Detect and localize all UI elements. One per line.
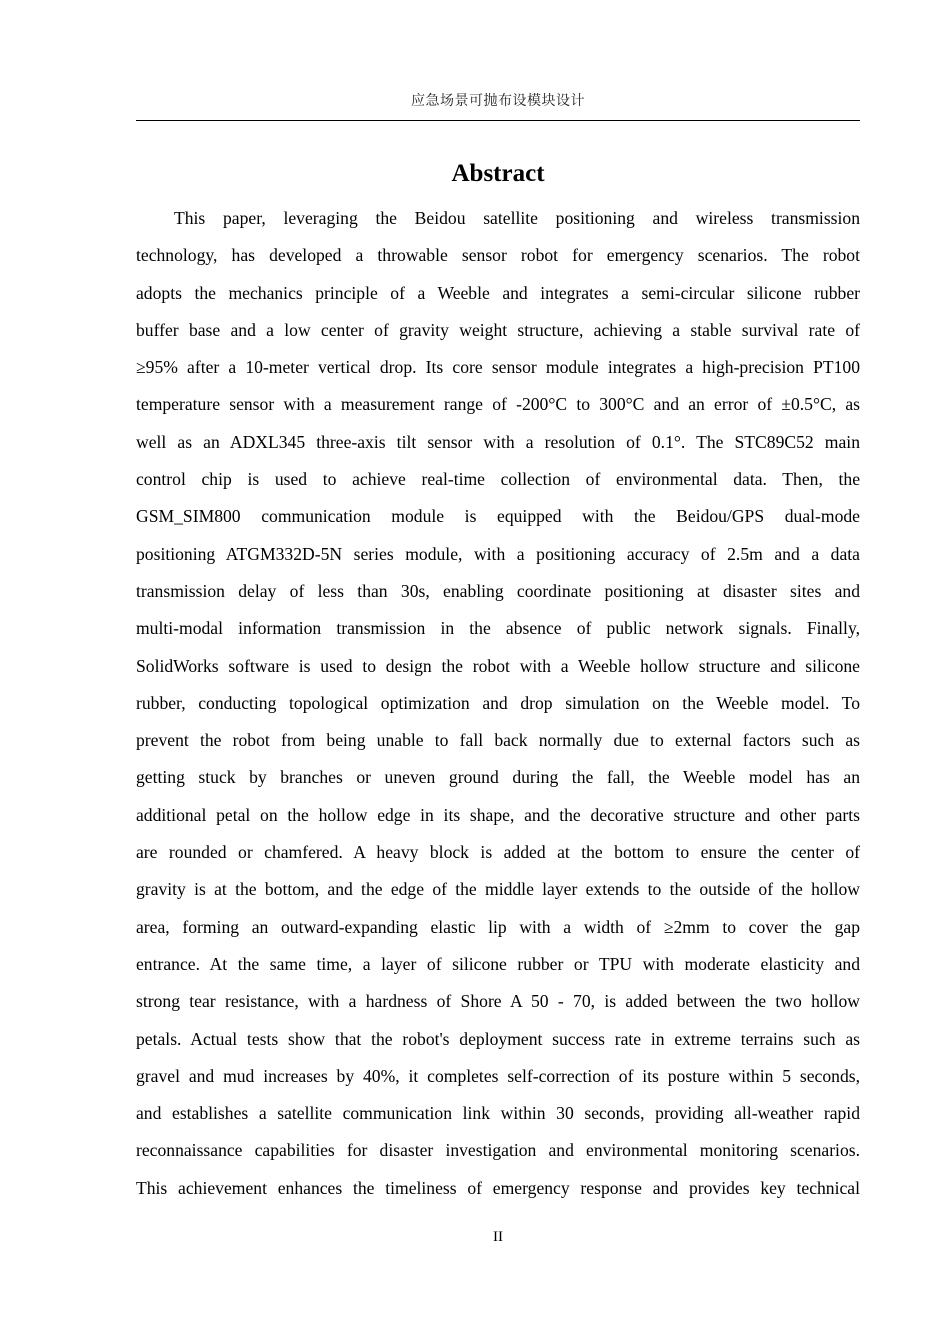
abstract-line: This paper, leveraging the Beidou satellite positioning and wireless transmission	[174, 208, 860, 228]
abstract-line: adopts the mechanics principle of a Weeble and integrates a semi-circular silicone rubber	[136, 282, 860, 303]
abstract-line: prevent the robot from being unable to fall back normally due to external factors such as	[136, 730, 860, 751]
abstract-line: gravity is at the bottom, and the edge of the middle layer extends to the outside of the hollow	[136, 879, 860, 900]
abstract-line: buffer base and a low center of gravity weight structure, achieving a stable survival rate of	[136, 319, 860, 340]
abstract-line: control chip is used to achieve real-time collection of environmental data. Then, the	[136, 469, 860, 490]
abstract-line: multi-modal information transmission in the absence of public network signals. Finally,	[136, 618, 860, 639]
abstract-line: This achievement enhances the timeliness of emergency response and provides key technical	[136, 1177, 860, 1198]
abstract-line: entrance. At the same time, a layer of silicone rubber or TPU with moderate elasticity and	[136, 953, 860, 974]
page-number: II	[493, 1229, 503, 1245]
running-header: 应急场景可抛布设模块设计	[411, 93, 585, 109]
abstract-line: rubber, conducting topological optimization and drop simulation on the Weeble model. To	[136, 692, 860, 713]
abstract-body	[136, 202, 860, 1209]
abstract-line: reconnaissance capabilities for disaster investigation and environmental monitoring scenarios.	[136, 1140, 860, 1161]
abstract-line: and establishes a satellite communication link within 30 seconds, providing all-weather rapid	[136, 1103, 860, 1124]
abstract-line: ≥95% after a 10-meter vertical drop. Its core sensor module integrates a high-precision PT100	[136, 357, 860, 378]
abstract-line: GSM_SIM800 communication module is equipped with the Beidou/GPS dual-mode	[136, 506, 860, 527]
abstract-line: SolidWorks software is used to design the robot with a Weeble hollow structure and silicone	[136, 655, 860, 676]
abstract-title: Abstract	[451, 160, 545, 187]
abstract-line: well as an ADXL345 three-axis tilt sensor with a resolution of 0.1°. The STC89C52 main	[136, 431, 860, 452]
header-rule	[136, 120, 860, 121]
abstract-line: strong tear resistance, with a hardness of Shore A 50 - 70, is added between the two hollow	[136, 991, 860, 1012]
abstract-line: getting stuck by branches or uneven ground during the fall, the Weeble model has an	[136, 767, 860, 788]
abstract-line: gravel and mud increases by 40%, it completes self-correction of its posture within 5 seconds,	[136, 1065, 860, 1086]
abstract-line: petals. Actual tests show that the robot's deployment success rate in extreme terrains such as	[136, 1028, 860, 1049]
abstract-line: are rounded or chamfered. A heavy block is added at the bottom to ensure the center of	[136, 842, 860, 863]
abstract-line: additional petal on the hollow edge in its shape, and the decorative structure and other parts	[136, 804, 860, 825]
abstract-line: transmission delay of less than 30s, enabling coordinate positioning at disaster sites and	[136, 580, 860, 601]
abstract-line: area, forming an outward-expanding elastic lip with a width of ≥2mm to cover the gap	[136, 916, 860, 937]
abstract-line: technology, has developed a throwable sensor robot for emergency scenarios. The robot	[136, 245, 860, 266]
abstract-line: positioning ATGM332D-5N series module, with a positioning accuracy of 2.5m and a data	[136, 543, 860, 564]
abstract-line: temperature sensor with a measurement range of -200°C to 300°C and an error of ±0.5°C, as	[136, 394, 860, 415]
